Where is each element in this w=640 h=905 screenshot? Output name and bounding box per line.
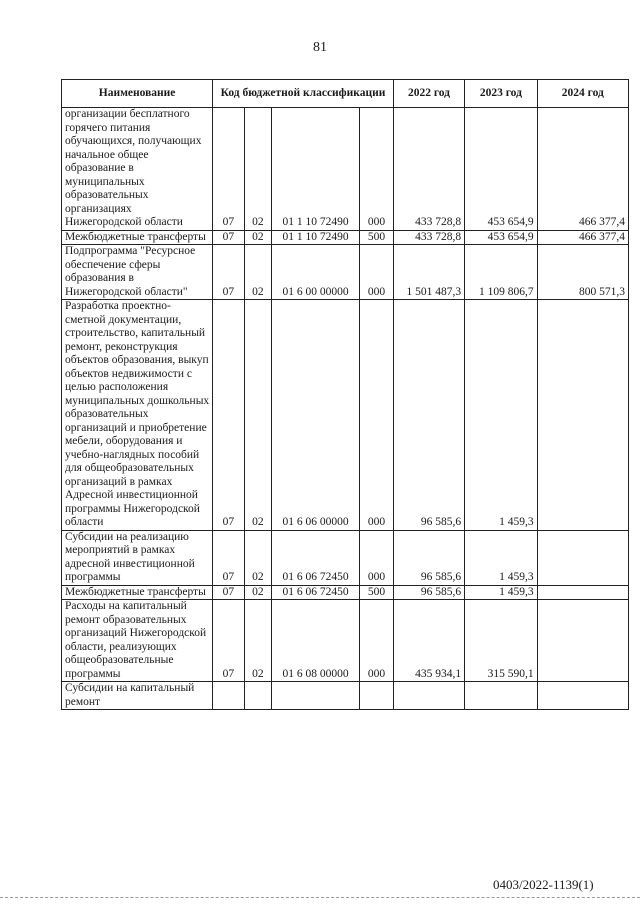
- row-section: 07: [213, 108, 244, 231]
- row-value-2022: 1 501 487,3: [393, 245, 464, 300]
- row-value-2024: 800 571,3: [537, 245, 628, 300]
- row-expense-type: 000: [360, 245, 394, 300]
- header-2022: 2022 год: [393, 80, 464, 108]
- table-row: [62, 300, 629, 531]
- row-value-2024: [537, 530, 628, 585]
- document-code: 0403/2022-1139(1): [493, 877, 594, 892]
- row-target-article: 01 1 10 72490: [271, 108, 359, 231]
- table-row: [62, 600, 629, 682]
- row-name: Расходы на капитальный ремонт образовательных организаций Нижегородской области, реализующих общеобразовательные программы: [62, 600, 213, 682]
- table-row: [62, 108, 629, 231]
- row-name: организации бесплатного горячего питания обучающихся, получающих начальное общее образование в муниципальных образовательных организациях Нижегородской области: [62, 108, 213, 231]
- row-name: Межбюджетные трансферты: [62, 230, 213, 245]
- row-value-2022: 433 728,8: [393, 108, 464, 231]
- row-value-2022: 433 728,8: [393, 230, 464, 245]
- row-section: 07: [213, 230, 244, 245]
- row-value-2023: 453 654,9: [465, 230, 537, 245]
- row-target-article: 01 6 06 00000: [271, 300, 359, 531]
- table-row: [62, 245, 629, 300]
- table-row: [62, 682, 629, 710]
- row-subsection: 02: [244, 300, 271, 531]
- row-value-2023: 1 459,3: [465, 530, 537, 585]
- header-2023: 2023 год: [465, 80, 537, 108]
- row-value-2023: 453 654,9: [465, 108, 537, 231]
- header-name: Наименование: [62, 80, 213, 108]
- row-expense-type: 500: [360, 585, 394, 600]
- bottom-rule: [0, 897, 640, 898]
- row-target-article: 01 6 00 00000: [271, 245, 359, 300]
- row-value-2023: 1 459,3: [465, 300, 537, 531]
- row-target-article: 01 6 06 72450: [271, 585, 359, 600]
- header-code: Код бюджетной классификации: [213, 80, 394, 108]
- row-value-2022: [393, 682, 464, 710]
- row-expense-type: 500: [360, 230, 394, 245]
- budget-table: [61, 79, 629, 710]
- row-target-article: [271, 682, 359, 710]
- row-subsection: 02: [244, 108, 271, 231]
- table-row: [62, 530, 629, 585]
- row-section: 07: [213, 600, 244, 682]
- row-name: Подпрограмма "Ресурсное обеспечение сферы образования в Нижегородской области": [62, 245, 213, 300]
- table-row: [62, 585, 629, 600]
- table-body: [62, 108, 629, 710]
- page-number: 81: [313, 40, 327, 55]
- row-subsection: 02: [244, 230, 271, 245]
- row-value-2023: 1 459,3: [465, 585, 537, 600]
- row-section: 07: [213, 585, 244, 600]
- row-target-article: 01 6 08 00000: [271, 600, 359, 682]
- row-expense-type: 000: [360, 530, 394, 585]
- row-expense-type: 000: [360, 108, 394, 231]
- row-value-2022: 435 934,1: [393, 600, 464, 682]
- row-section: 07: [213, 300, 244, 531]
- row-subsection: 02: [244, 245, 271, 300]
- row-subsection: [244, 682, 271, 710]
- row-expense-type: 000: [360, 600, 394, 682]
- row-value-2024: [537, 300, 628, 531]
- row-value-2024: 466 377,4: [537, 230, 628, 245]
- row-section: [213, 682, 244, 710]
- row-subsection: 02: [244, 585, 271, 600]
- row-value-2023: [465, 682, 537, 710]
- row-value-2022: 96 585,6: [393, 300, 464, 531]
- table-header: [62, 80, 629, 108]
- table-row: [62, 230, 629, 245]
- row-name: Разработка проектно-сметной документации, строительство, капитальный ремонт, реконструкция объектов образования, выкуп объектов недвижимости с целью расположения муниципальных дошкольных образовательных организаций и приобретение мебели, оборудования и учебно-наглядных пособий для общеобразовательных организаций в рамках Адресной инвестиционной программы Нижегородской области: [62, 300, 213, 531]
- row-value-2024: [537, 585, 628, 600]
- row-value-2022: 96 585,6: [393, 585, 464, 600]
- row-name: Субсидии на реализацию мероприятий в рамках адресной инвестиционной программы: [62, 530, 213, 585]
- row-section: 07: [213, 245, 244, 300]
- row-subsection: 02: [244, 600, 271, 682]
- row-expense-type: [360, 682, 394, 710]
- row-section: 07: [213, 530, 244, 585]
- row-value-2023: 315 590,1: [465, 600, 537, 682]
- row-target-article: 01 6 06 72450: [271, 530, 359, 585]
- row-value-2023: 1 109 806,7: [465, 245, 537, 300]
- row-value-2024: 466 377,4: [537, 108, 628, 231]
- row-name: Субсидии на капитальный ремонт: [62, 682, 213, 710]
- row-value-2022: 96 585,6: [393, 530, 464, 585]
- row-target-article: 01 1 10 72490: [271, 230, 359, 245]
- row-value-2024: [537, 682, 628, 710]
- row-subsection: 02: [244, 530, 271, 585]
- row-value-2024: [537, 600, 628, 682]
- header-2024: 2024 год: [537, 80, 628, 108]
- row-expense-type: 000: [360, 300, 394, 531]
- row-name: Межбюджетные трансферты: [62, 585, 213, 600]
